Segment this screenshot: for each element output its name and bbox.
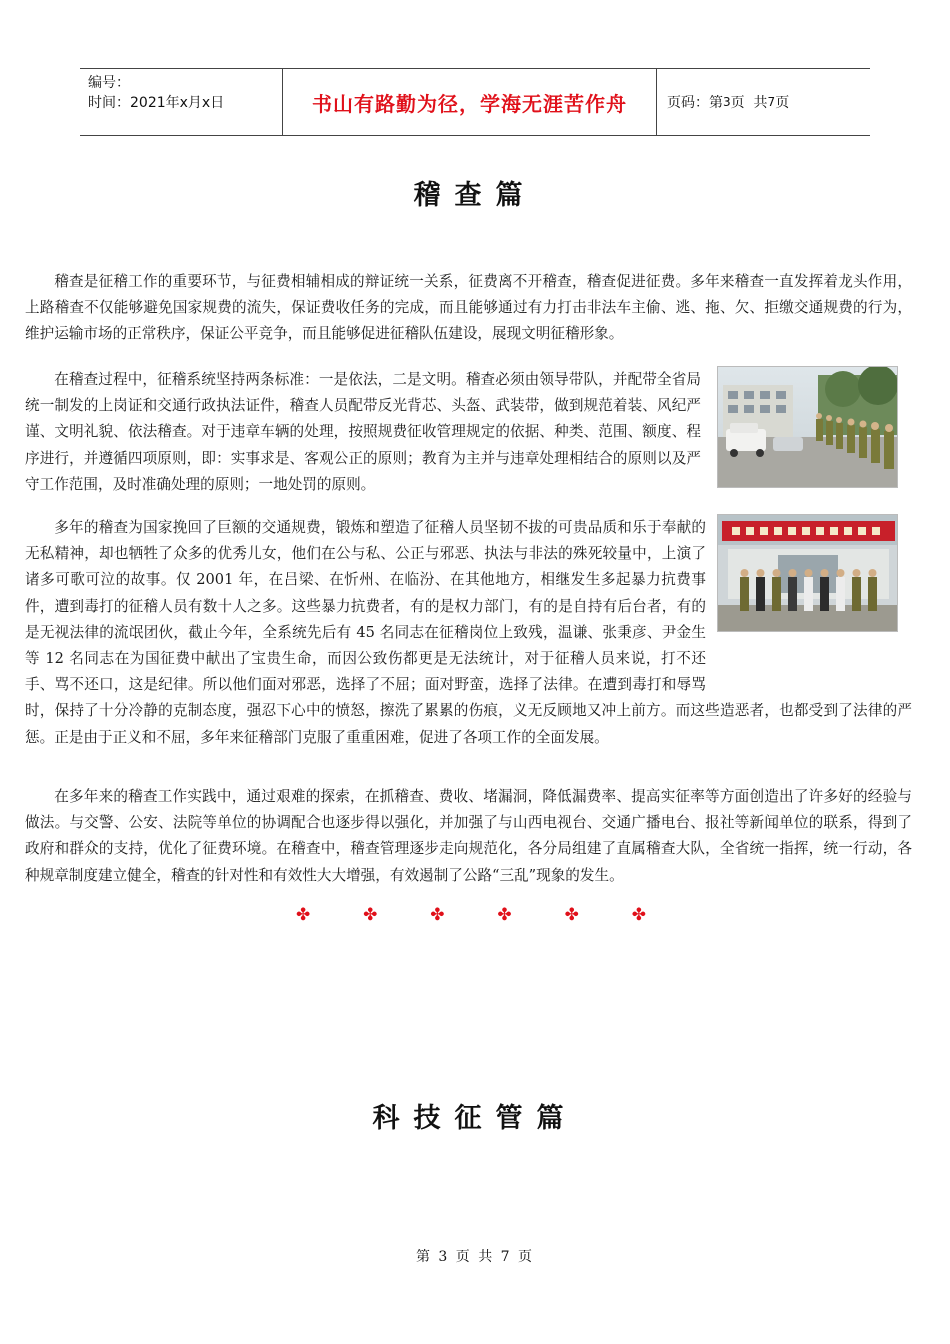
footer-total: 7 bbox=[500, 1249, 512, 1265]
footer-current: 3 bbox=[438, 1249, 450, 1265]
section-title-tech: 科技征管篇 bbox=[372, 1103, 578, 1134]
paragraph-4: 在多年来的稽查工作实践中，通过艰难的探索，在抓稽查、费收、堵漏洞，降低漏费率、提高实征率等方面创造出了许多好的经验与做法。与交警、公安、法院等单位的协调配合也逐步得以强化，并加强了与山西电视台、交通广播电台、报社等新闻单位的联系，得到了政府和群众的支持，优化了征费环境。在稽查中，稽查管理逐步走向规范化，各分局组建了直属稽查大队，全省统一指挥，统一行动，各种规章制度建立健全，稽查的针对性和有效性大大增强，有效遏制了公路“三乱”现象的发生。 bbox=[25, 788, 912, 884]
page-suffix: 页 bbox=[775, 95, 790, 111]
section-title-audit: 稽查篇 bbox=[413, 180, 537, 211]
photo-inspection-team bbox=[717, 366, 898, 488]
paragraph-3-text: 多年的稽查为国家挽回了巨额的交通规费，锻炼和塑造了征稽人员坚韧不拔的可贵品质和乐于奉献的无私精神，却也牺牲了众多的优秀儿女，他们在公与私、公正与邪恶、执法与非法的殊死较量中，上演了诸多可歌可泣的故事。仅 2001 年，在吕梁、在忻州、在临汾、在其他地方，相继发生多起暴力抗费事件，遭到毒打的征稽人员有数十人之多。这些暴力抗费者，有的是权力部门，有的是自持有后台者，有的是无视法律的流氓团伙，截止今年，全系统先后有 45 名同志在征稽岗位上致残，温谦、张秉彦、尹金生等 12 名同志在为国征费中献出了宝贵生命，而因公致伤都更是无法统计，对于征稽人员来说，打不还手、骂不还口，这是纪律。所以他们面对邪恶，选择了不屈；面对野蛮，选择了法律。在遭到毒打和辱骂时，保持了十分冷静的克制态度，强忍下心中的愤怒，擦洗了累累的伤痕，义无反顾地又冲上前方。而这些造恶者，也都受到了法律的严惩。正是由于正义和不屈，多年来征稽部门克服了重重困难，促进了各项工作的全面发展。 bbox=[25, 519, 912, 746]
page-total: 7 bbox=[767, 95, 776, 109]
page-mid: 页 共 bbox=[730, 95, 768, 111]
footer-prefix: 第 bbox=[415, 1249, 432, 1265]
page-prefix: 页码：第 bbox=[667, 95, 723, 111]
ornament-icon: ✤ bbox=[430, 905, 445, 925]
ornament-icon: ✤ bbox=[631, 905, 646, 925]
page-footer bbox=[0, 1246, 950, 1266]
page-header bbox=[80, 68, 870, 136]
footer-mid: 页 共 bbox=[455, 1249, 495, 1265]
ornament-icon: ✤ bbox=[564, 905, 579, 925]
footer-suffix: 页 bbox=[518, 1249, 535, 1265]
ornament-divider bbox=[296, 905, 646, 925]
photo-group bbox=[717, 514, 898, 632]
header-motto: 书山有路勤为径，学海无涯苦作舟 bbox=[282, 69, 657, 135]
document-time: 时间：2021年x月x日 bbox=[88, 95, 225, 111]
ornament-icon: ✤ bbox=[363, 905, 378, 925]
page-current: 3 bbox=[723, 95, 731, 109]
document-number-label: 编号： bbox=[88, 75, 130, 91]
header-meta bbox=[80, 69, 282, 135]
header-page-number bbox=[657, 69, 870, 135]
paragraph-2: 在稽查过程中，征稽系统坚持两条标准：一是依法，二是文明。稽查必须由领导带队，并配带全省局统一制发的上岗证和交通行政执法证件，稽查人员配带反光背芯、头盔、武装带，做到规范着装、风纪严谨、文明礼貌、依法稽查。对于违章车辆的处理，按照规费征收管理规定的依据、种类、范围、额度、程序进行，并遵循四项原则，即：实事求是、客观公正的原则；教育为主并与违章处理相结合的原则以及严守工作范围，及时准确处理的原则；一地处罚的原则。 bbox=[25, 371, 701, 493]
paragraph-1: 稽查是征稽工作的重要环节，与征费相辅相成的辩证统一关系，征费离不开稽查，稽查促进征费。多年来稽查一直发挥着龙头作用，上路稽查不仅能够避免国家规费的流失，保证费收任务的完成，而且能够通过有力打击非法车主偷、逃、拖、欠、拒缴交通规费的行为，维护运输市场的正常秩序，保证公平竞争，而且能够促进征稽队伍建设，展现文明征稽形象。 bbox=[25, 273, 912, 343]
ornament-icon: ✤ bbox=[296, 905, 311, 925]
ornament-icon: ✤ bbox=[497, 905, 512, 925]
